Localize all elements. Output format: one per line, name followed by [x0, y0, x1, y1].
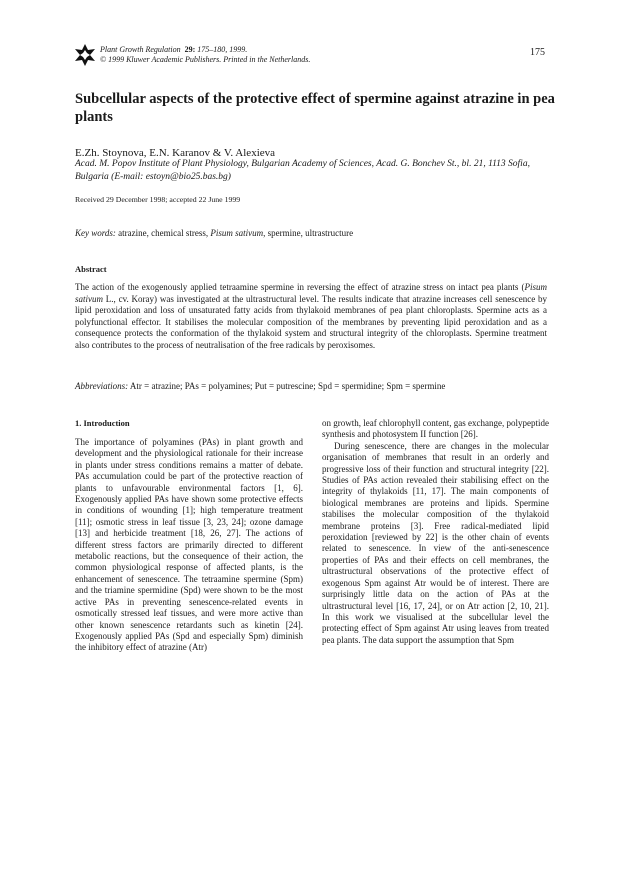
- author-list: E.Zh. Stoynova, E.N. Karanov & V. Alexieva: [75, 147, 276, 159]
- publisher-logo-icon: [75, 44, 95, 66]
- abbreviations-label: Abbreviations:: [75, 381, 129, 391]
- left-column: [75, 437, 303, 654]
- intro-paragraph-1-cont: on growth, leaf chlorophyll content, gas exchange, polypeptide synthesis and photosystem II function [26].: [322, 418, 549, 440]
- abstract-heading: Abstract: [75, 264, 107, 274]
- abstract-italic: Pisum sativum: [75, 282, 547, 304]
- journal-info: [100, 45, 310, 65]
- keywords-text-end: , spermine, ultrastructure: [263, 228, 354, 238]
- keywords-text: atrazine, chemical stress,: [115, 228, 211, 238]
- page-number: 175: [530, 47, 545, 58]
- keywords-label: Key words:: [75, 228, 116, 238]
- journal-name: Plant Growth Regulation: [100, 45, 181, 54]
- abstract-body: [75, 282, 547, 351]
- article-title: Subcellular aspects of the protective effect of spermine against atrazine in pea plants: [75, 91, 555, 125]
- intro-paragraph-1: The importance of polyamines (PAs) in plant growth and development and the physiological rationale for their increase in plants under stress conditions remains a matter of debate. PAs accumulation could be part of the protective reaction of plants to unfavourable environmental factors [1, 6]. Exogenously applied PAs have shown some protective effects in conditions of wounding [1]; high temperature treatment [11]; osmotic stress in leaf tissue [3, 23, 24]; ozone damage [13] and herbicide treatment [18, 26, 27]. The actions of different stress factors are primarily directed to different metabolic reactions, but the consequence of their action, the common physiological response of affected plants, is the enhancement of senescence. The tetraamine spermine (Spm) and the triamine spermidine (Spd) were shown to be the most active PAs in preventing senescence-related events in osmotically stressed leaf tissues, and were more active than other known senescence retardants such as kinetin [24]. Exogenously applied PAs (Spd and especially Spm) diminish the inhibitory effect of atrazine (Atr): [75, 437, 303, 653]
- keywords-italic: Pisum sativum: [210, 228, 264, 238]
- journal-volume: 29:: [184, 45, 196, 54]
- received-dates: Received 29 December 1998; accepted 22 June 1999: [75, 195, 241, 204]
- abstract-part-1: The action of the exogenously applied tetraamine spermine in reversing the effect of atrazine stress on intact pea plants (: [75, 282, 525, 292]
- intro-paragraph-2: During senescence, there are changes in the molecular organisation of membranes that result in an orderly and progressive loss of their function and structural integrity [22]. Studies of PAs action revealed their stabilising effect on the integrity of thylakoids [11, 17]. The main components of biological membranes are proteins and lipids. Spermine stabilises the molecular composition of the thylakoid membrane proteins [3]. Free radical-mediated lipid peroxidation [reviewed by 22] is the other chain of events related to senescence. In view of the anti-senescence properties of PAs and their effects on cell membranes, the ultrastructural observations of the protective effect of exogenous Spm against Atr would be of interest. There are surprisingly little data on the action of PAs at the ultrastructural level [16, 17, 24], or on Atr action [2, 10, 21]. In this work we visualised at the subcellular level the protecting effect of Spm against Atr using leaves from treated pea plants. The data support the assumption that Spm: [322, 440, 549, 645]
- right-column: [322, 418, 549, 646]
- abbreviations-text: Atr = atrazine; PAs = polyamines; Put = putrescine; Spd = spermidine; Spm = spermine: [128, 381, 446, 391]
- journal-pages: 175–180, 1999.: [197, 45, 248, 54]
- keywords: [75, 228, 353, 238]
- copyright-line: © 1999 Kluwer Academic Publishers. Printed in the Netherlands.: [100, 55, 311, 64]
- abbreviations: [75, 381, 445, 391]
- section-heading-introduction: 1. Introduction: [75, 418, 130, 428]
- abstract-part-2: L., cv. Koray) was investigated at the ultrastructural level. The results indicate that atrazine increases cell senescence by lipid peroxidation and loss of unsaturated fatty acids from thylakoid membranes of pea plant chloroplasts. Spermine acts as a polyfunctional effector. It stabilises the molecular composition of the membranes by preventing lipid peroxidation and as a consequence protects the conformation of the thylakoid system and structural integrity of the chloroplasts. Spermine treatment also contributes to the process of neutralisation of the free radicals by peroxisomes.: [75, 293, 547, 350]
- affiliation: Acad. M. Popov Institute of Plant Physiology, Bulgarian Academy of Sciences, Acad. G. Bonchev St., bl. 21, 1113 Sofia, Bulgaria (E-mail: estoyn@bio25.bas.bg): [75, 159, 530, 182]
